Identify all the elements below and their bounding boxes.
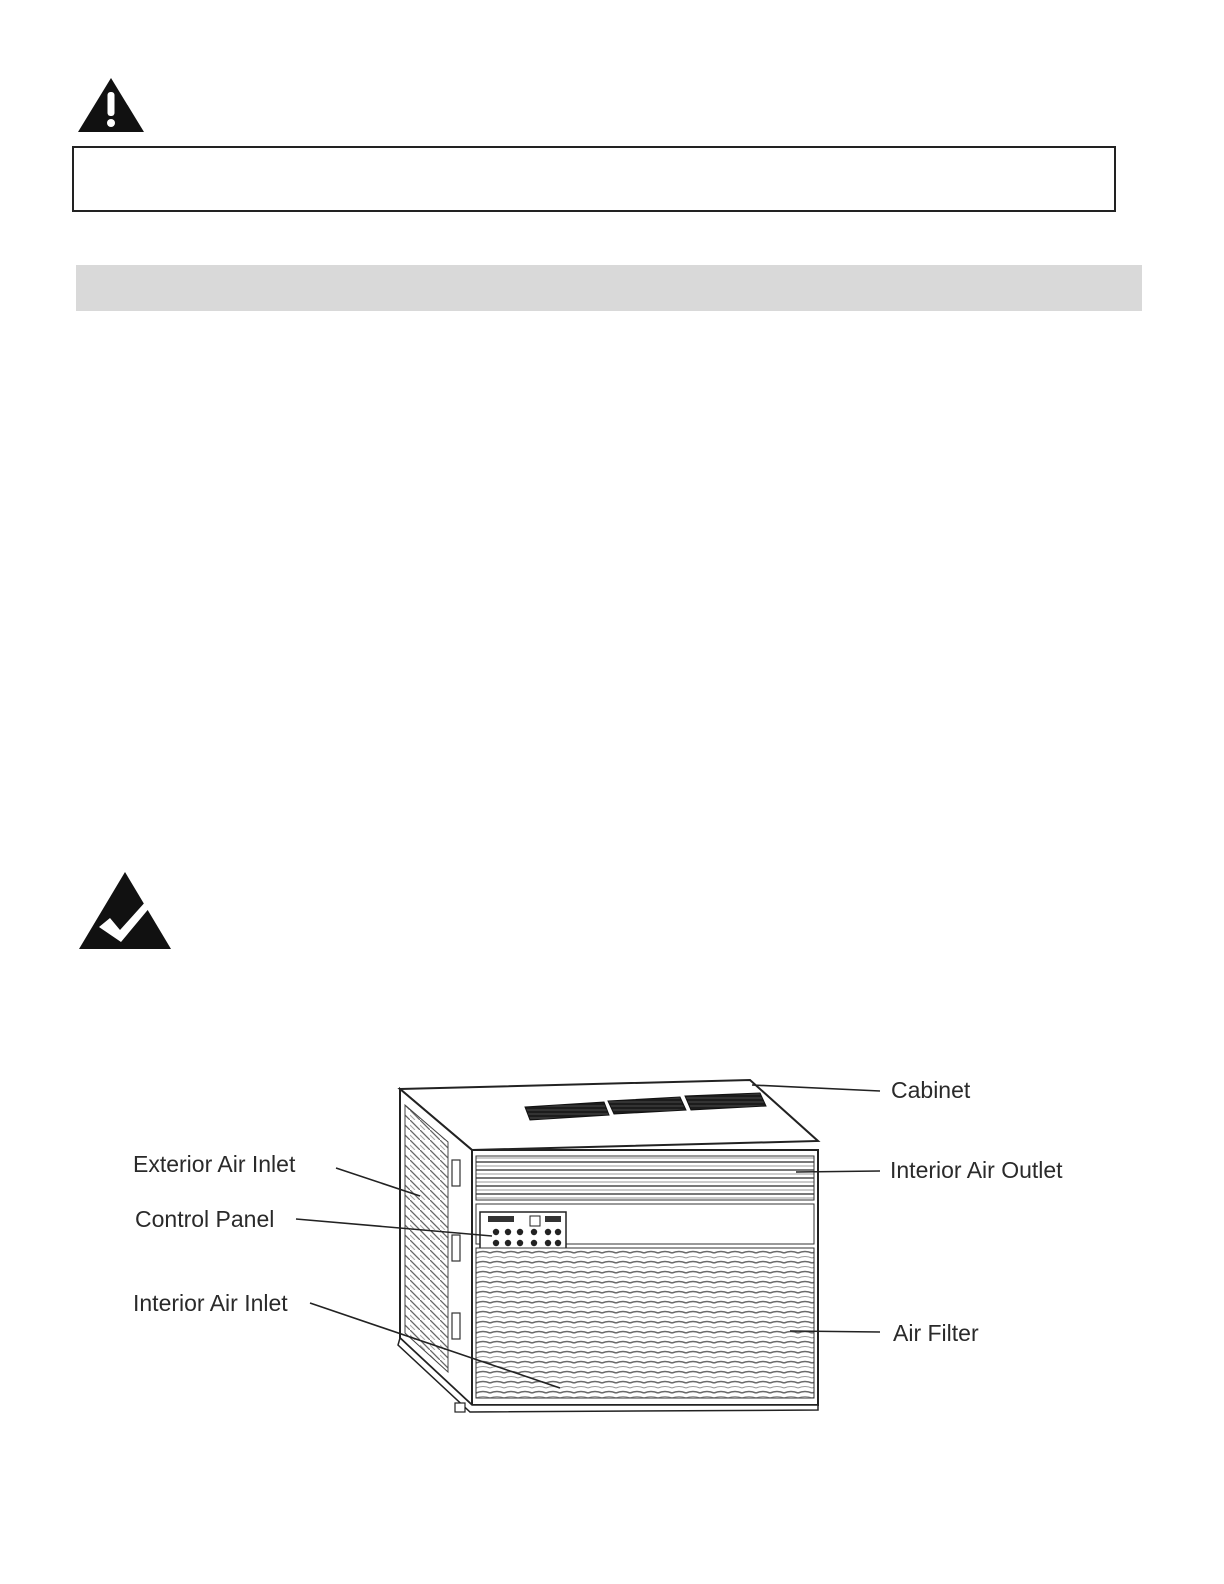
- label-interior-air-inlet: Interior Air Inlet: [133, 1290, 288, 1316]
- check-triangle-icon: [77, 870, 173, 951]
- label-exterior-air-inlet: Exterior Air Inlet: [133, 1151, 296, 1177]
- label-air-filter: Air Filter: [893, 1320, 979, 1346]
- air-conditioner-diagram: [120, 1065, 1100, 1425]
- label-cabinet: Cabinet: [891, 1077, 971, 1103]
- section-header-bar: [76, 265, 1142, 311]
- warning-box: [72, 146, 1116, 212]
- label-interior-air-outlet: Interior Air Outlet: [890, 1157, 1063, 1183]
- warning-triangle-icon: [76, 76, 146, 134]
- label-control-panel: Control Panel: [135, 1206, 275, 1232]
